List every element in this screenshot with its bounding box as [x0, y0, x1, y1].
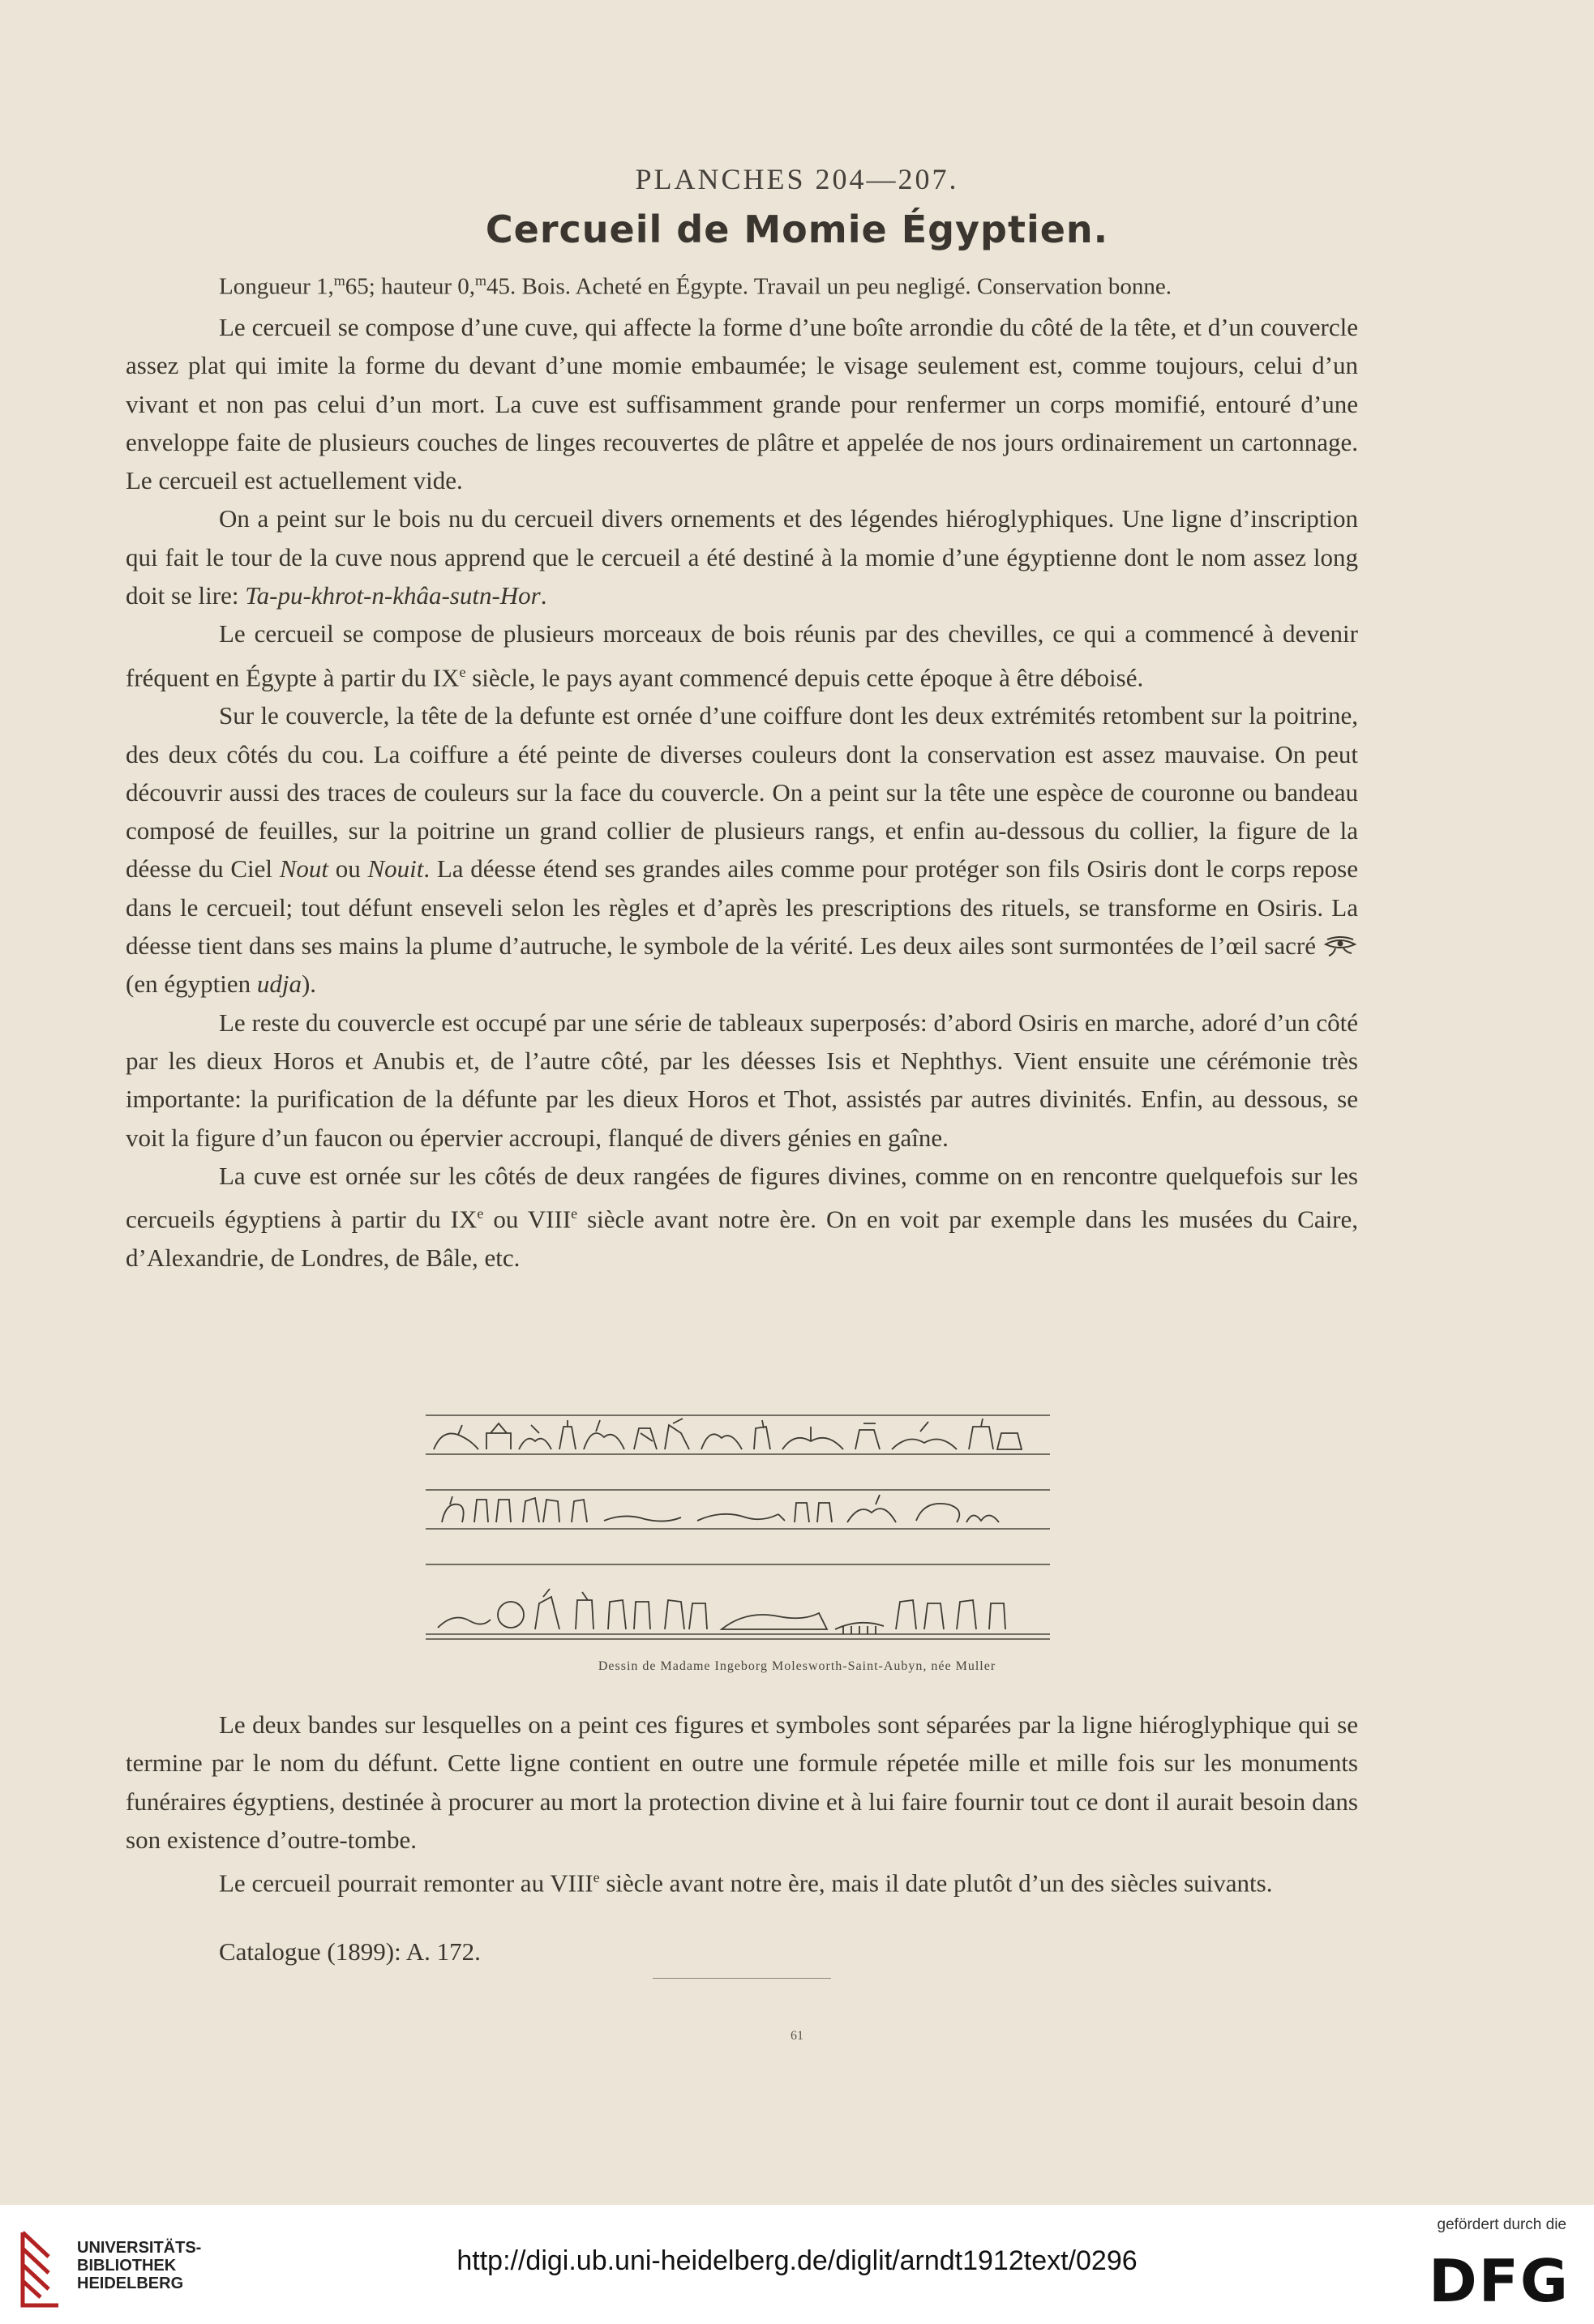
funded-by-label: gefördert durch die [1437, 2216, 1566, 2233]
hieroglyph-bands-illustration [422, 1409, 1054, 1644]
paragraph-3: Le cercueil se compose de plusieurs morceaux de bois réunis par des chevilles, ce qui a commencé à devenir fréquent en Égypte à partir du IXe siècle, le pays ayant commencé depuis cette époque à être déboisé. [126, 619, 1358, 691]
paragraph-6: La cuve est ornée sur les côtés de deux rangées de figures divines, comme on en rencontre quelquefois sur les cercueils égyptiens à partir du IXe ou VIIIe siècle avant notre ère. On en voit par exemple dans les musées du Caire, d’Alexandrie, de Londres, de Bâle, etc. [126, 1161, 1359, 1272]
end-rule [653, 1978, 831, 1979]
digitization-footer [0, 2205, 1594, 2324]
body-text-upper [126, 308, 1358, 1277]
paragraph-1: Le cercueil se compose d’une cuve, qui affecte la forme d’une boîte arrondie du côté de la tête, et d’un couvercle assez plat qui imite la forme du devant d’une momie embaumée; le visage seulement est, comme toujours, celui d’un vivant et non pas celui d’un mort. La cuve est suffisamment grande pour renfermer un corps momifié, entouré d’une enveloppe faite de plusieurs couches de linges recouvertes de plâtre et appelée de nos jours ordinairement un cartonnage. Le cercueil est actuellement vide. [126, 313, 1358, 495]
page-title: Cercueil de Momie Égyptien. [485, 208, 1109, 251]
page-number: 61 [791, 2029, 803, 2043]
defunct-name: Ta-pu-khrot-n-khâa-sutn-Hor [245, 581, 541, 610]
paragraph-8: Le cercueil pourrait remonter au VIIIe siècle avant notre ère, mais il date plutôt d’un des siècles suivants. [219, 1868, 1273, 1898]
dimensions-line: Longueur 1,$^m$65; hauteur 0,$^m$45. Bois. Acheté en Égypte. Travail un peu negligé. Conservation bonne. [219, 272, 1172, 300]
library-name: UNIVERSITÄTS- BIBLIOTHEK HEIDELBERG [77, 2239, 202, 2292]
catalogue-reference: Catalogue (1899): A. 172. [219, 1937, 481, 1966]
paragraph-7: Le deux bandes sur lesquelles on a peint ces figures et symboles sont séparées par la ligne hiéroglyphique qui se termine par le nom du défunt. Cette ligne contient en outre une formule répetée mille et mille fois sur les monuments funéraires égyptiens, destinée à procurer au mort la protection divine et à lui faire fournir tout ce dont il aurait besoin dans son existence d’outre-tombe. [126, 1710, 1358, 1854]
paragraph-5: Le reste du couvercle est occupé par une série de tableaux superposés: d’abord Osiris en marche, adoré d’un côté par les dieux Horos et Anubis et, de l’autre côté, par les déesses Isis et Nephthys. Vient ensuite une cérémonie très importante: la purification de la défunte par les dieux Horos et Thot, assistés par autres divinités. Enfin, au dessous, se voit la figure d’un faucon ou épervier accroupi, flanqué de divers génies en gaîne. [126, 1008, 1358, 1152]
body-text-lower [126, 1706, 1358, 1902]
permalink-url[interactable]: http://digi.ub.uni-heidelberg.de/diglit/arndt1912text/0296 [456, 2245, 1138, 2276]
figure-caption: Dessin de Madame Ingeborg Molesworth-Saint-Aubyn, née Muller [598, 1659, 996, 1673]
plate-heading: PLANCHES 204—207. [635, 163, 959, 195]
paragraph-2: On a peint sur le bois nu du cercueil divers ornements et des légendes hiéroglyphiques. Une ligne d’inscription qui fait le tour de la cuve nous apprend que le cercueil a été destiné à la momie d’une égyptienne dont le nom assez long doit se lire: Ta-pu-khrot-n-khâa-sutn-Hor. [126, 504, 1358, 610]
paragraph-4: Sur le couvercle, la tête de la defunte est ornée d’une coiffure dont les deux extrémités retombent sur la poitrine, des deux côtés du cou. La coiffure a été peinte de diverses couleurs dont la conservation est assez mauvaise. On peut découvrir aussi des traces de couleurs sur la face du couvercle. On a peint sur la tête une espèce de couronne ou bandeau composé de feuilles, sur la poitrine un grand collier de plusieurs rangs, et enfin au-dessous du collier, la figure de la déesse du Ciel Nout ou Nouit. La déesse étend ses grandes ailes comme pour protéger son fils Osiris dont le corps repose dans le cercueil; tout défunt enseveli selon les règles et d’après les prescriptions des rituels, se transforme en Osiris. La déesse tient dans ses mains la plume d’autruche, le symbole de la vérité. Les deux ailes sont surmontées de l’œil sacré (en égyptien udja). [126, 701, 1358, 999]
dfg-logo: DFG [1428, 2247, 1570, 2315]
eye-of-horus-icon [1322, 936, 1358, 957]
